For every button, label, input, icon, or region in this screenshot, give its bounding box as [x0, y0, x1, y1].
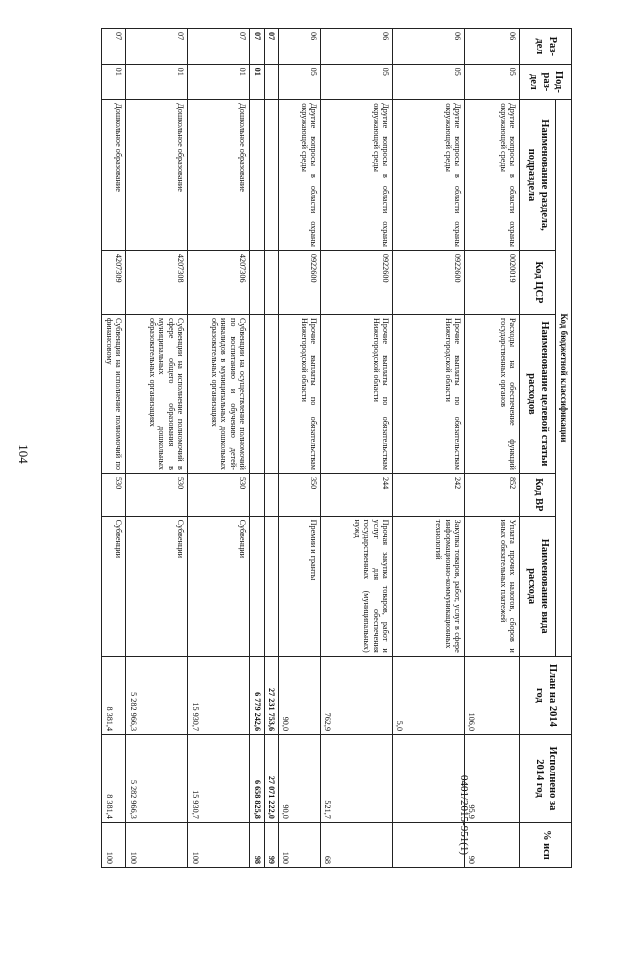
cell-percent: 100 [126, 822, 188, 867]
cell-ispolneno [393, 735, 465, 823]
cell-kvr: 530 [102, 473, 126, 516]
header-group: Код бюджетной классификации [556, 100, 572, 657]
document-code: 0401/2015-951(1) [458, 775, 470, 856]
cell-plan: 5,0 [393, 656, 465, 734]
cell-plan: 15 930,7 [188, 656, 250, 734]
cell-kcsr: 4207308 [126, 250, 188, 314]
cell-plan: 27 231 753,6 [264, 656, 278, 734]
cell-percent [393, 822, 465, 867]
cell-kvr: 244 [321, 473, 393, 516]
cell-percent: 68 [321, 822, 393, 867]
cell-target [250, 314, 264, 473]
cell-podrazdel [264, 64, 278, 100]
cell-podrazdel: 01 [250, 64, 264, 100]
cell-plan: 106,0 [465, 656, 520, 734]
cell-ispolneno: 6 658 825,8 [250, 735, 264, 823]
cell-type [250, 516, 264, 656]
header-kvr: Код ВР [520, 473, 556, 516]
cell-percent: 100 [102, 822, 126, 867]
table-wrapper [87, 28, 572, 868]
cell-name-razdel: Дошкольное образование [188, 100, 250, 251]
cell-kcsr: 4207306 [188, 250, 250, 314]
table-row [465, 29, 520, 868]
cell-podrazdel: 01 [126, 64, 188, 100]
header-ispolneno: Исполнено за 2014 год [520, 735, 572, 823]
cell-type: Уплата прочих налогов, сборов и иных обязательных платежей [465, 516, 520, 656]
cell-kvr: 852 [465, 473, 520, 516]
cell-podrazdel: 05 [465, 64, 520, 100]
cell-ispolneno: 8 381,4 [102, 735, 126, 823]
cell-kvr: 530 [126, 473, 188, 516]
cell-target [264, 314, 278, 473]
header-podrazdel: Под-раз-дел [520, 64, 572, 100]
cell-razdel: 07 [126, 29, 188, 65]
cell-podrazdel: 01 [102, 64, 126, 100]
cell-target: Прочие выплаты по обязательствам Нижегородской области [279, 314, 321, 473]
cell-kvr: 530 [188, 473, 250, 516]
cell-type: Закупка товаров, работ, услуг в сфере информационно-коммуникационных технологий [393, 516, 465, 656]
cell-percent: 100 [188, 822, 250, 867]
cell-podrazdel: 05 [393, 64, 465, 100]
header-kcsr: Код ЦСР [520, 250, 556, 314]
cell-percent: 99 [264, 822, 278, 867]
cell-podrazdel: 05 [321, 64, 393, 100]
cell-razdel: 07 [264, 29, 278, 65]
budget-classification-table [101, 28, 572, 868]
page-number-label: 104 [16, 444, 31, 464]
cell-name-razdel [250, 100, 264, 251]
cell-target: Прочие выплаты по обязательствам Нижегородской области [393, 314, 465, 473]
cell-name-razdel: Другие вопросы в области охраны окружающей среды [279, 100, 321, 251]
cell-kcsr: 4207309 [102, 250, 126, 314]
table-row [126, 29, 188, 868]
cell-ispolneno: 5 282 966,3 [126, 735, 188, 823]
cell-target: Субвенции на исполнение полномочий по финансовому [102, 314, 126, 473]
cell-razdel: 07 [102, 29, 126, 65]
cell-percent: 100 [279, 822, 321, 867]
cell-podrazdel: 01 [188, 64, 250, 100]
cell-ispolneno: 27 071 222,0 [264, 735, 278, 823]
cell-kvr [250, 473, 264, 516]
cell-kcsr [250, 250, 264, 314]
cell-type: Прочая закупка товаров, работ и услуг для обеспечения государственных (муниципальных) нужд [321, 516, 393, 656]
cell-razdel: 06 [465, 29, 520, 65]
cell-kvr: 242 [393, 473, 465, 516]
cell-kcsr: 0922600 [279, 250, 321, 314]
cell-kvr [264, 473, 278, 516]
cell-target: Расходы на обеспечение функций государственных органов [465, 314, 520, 473]
header-plan: План на 2014 год [520, 656, 572, 734]
table-row [250, 29, 264, 868]
table-row [188, 29, 250, 868]
header-name-razdel: Наименование раздела, подраздела [520, 100, 556, 251]
cell-type: Субвенции [102, 516, 126, 656]
table-row [279, 29, 321, 868]
cell-plan: 5 282 966,3 [126, 656, 188, 734]
cell-name-razdel: Дошкольное образование [102, 100, 126, 251]
cell-plan: 90,0 [279, 656, 321, 734]
cell-percent: 98 [250, 822, 264, 867]
cell-plan: 762,9 [321, 656, 393, 734]
cell-name-razdel [264, 100, 278, 251]
cell-razdel: 06 [393, 29, 465, 65]
cell-target: Субвенции на осуществление полномочий по воспитанию и обучению детей-инвалидов в муниципальных дошкольных образовательных организациях [188, 314, 250, 473]
table-row [264, 29, 278, 868]
cell-type: Субвенции [126, 516, 188, 656]
cell-ispolneno: 95,9 [465, 735, 520, 823]
cell-target: Субвенции на исполнение полномочий в сфере общего образования в муниципальных дошкольных образовательных организациях [126, 314, 188, 473]
table-row [393, 29, 465, 868]
cell-plan: 8 381,4 [102, 656, 126, 734]
cell-razdel: 07 [250, 29, 264, 65]
cell-name-razdel: Другие вопросы в области охраны окружающей среды [321, 100, 393, 251]
header-razdel: Раз-дел [520, 29, 572, 65]
cell-type: Премии и гранты [279, 516, 321, 656]
table-row [321, 29, 393, 868]
header-name-type: Наименование вида расхода [520, 516, 556, 656]
cell-kcsr: 0922600 [321, 250, 393, 314]
cell-ispolneno: 15 930,7 [188, 735, 250, 823]
cell-ispolneno: 521,7 [321, 735, 393, 823]
header-name-target: Наименование целевой статьи расходов [520, 314, 556, 473]
cell-type: Субвенции [188, 516, 250, 656]
cell-kcsr [264, 250, 278, 314]
cell-plan: 6 779 242,6 [250, 656, 264, 734]
cell-ispolneno: 90,0 [279, 735, 321, 823]
cell-type [264, 516, 278, 656]
cell-kcsr: 0020019 [465, 250, 520, 314]
cell-razdel: 06 [321, 29, 393, 65]
cell-name-razdel: Другие вопросы в области охраны окружающей среды [465, 100, 520, 251]
cell-kcsr: 0922600 [393, 250, 465, 314]
cell-podrazdel: 05 [279, 64, 321, 100]
cell-target: Прочие выплаты по обязательствам Нижегородской области [321, 314, 393, 473]
cell-razdel: 06 [279, 29, 321, 65]
cell-kvr: 350 [279, 473, 321, 516]
cell-percent: 90 [465, 822, 520, 867]
header-percent: % исп [520, 822, 572, 867]
cell-name-razdel: Дошкольное образование [126, 100, 188, 251]
cell-razdel: 07 [188, 29, 250, 65]
table-body [102, 29, 520, 868]
cell-name-razdel: Другие вопросы в области охраны окружающей среды [393, 100, 465, 251]
table-row [102, 29, 126, 868]
